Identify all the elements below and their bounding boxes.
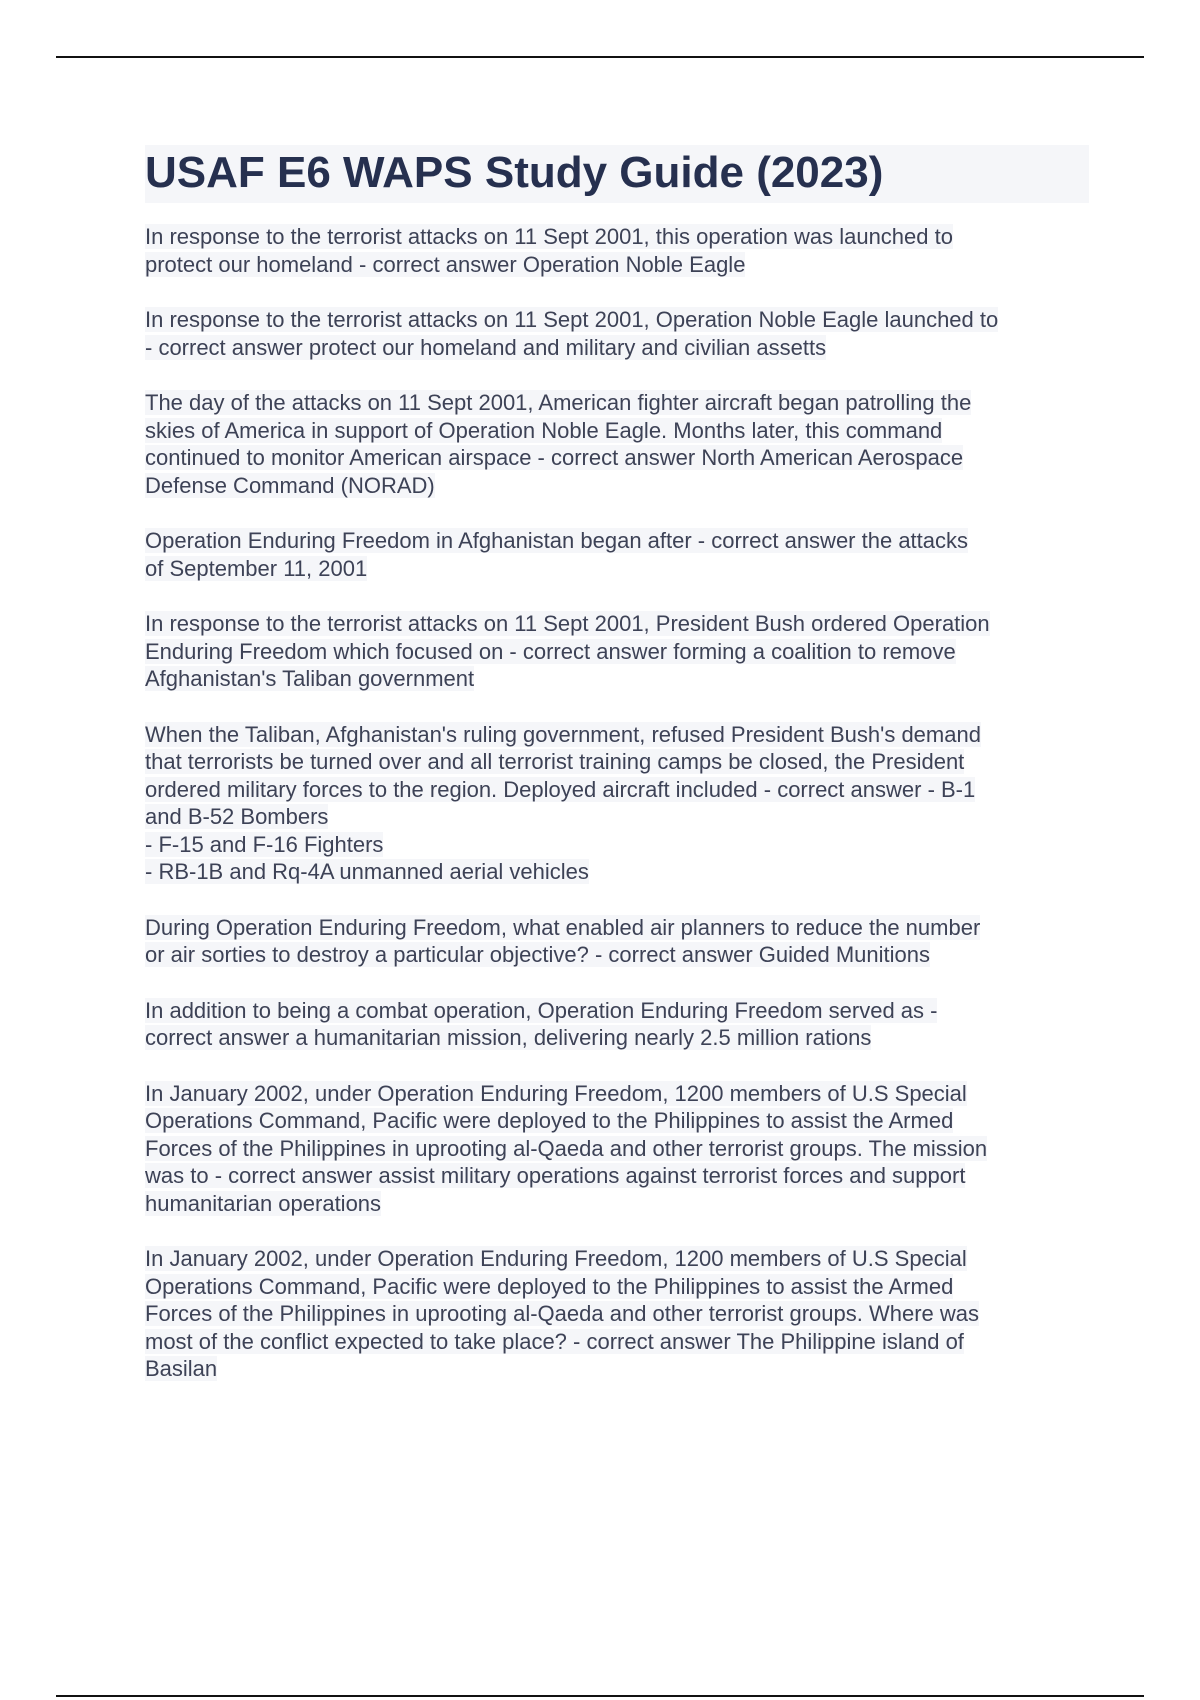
bottom-divider [56,1695,1144,1697]
qa-line-text: In January 2002, under Operation Enduring Freedom, 1200 members of U.S Special [145,1246,967,1271]
qa-line [145,1162,1089,1190]
qa-line [145,1190,1089,1218]
qa-item [145,223,1089,278]
qa-item [145,306,1089,361]
qa-item [145,997,1089,1052]
qa-line [145,527,1089,555]
qa-line [145,610,1089,638]
qa-line-text: Operations Command, Pacific were deployed to the Philippines to assist the Armed [145,1273,954,1299]
qa-item [145,527,1089,582]
qa-item [145,1080,1089,1218]
qa-line-text: In response to the terrorist attacks on 11 Sept 2001, Operation Noble Eagle launched to [145,307,999,332]
qa-line-text: continued to monitor American airspace - correct answer North American Aerospace [145,445,964,470]
qa-line-text: Afghanistan's Taliban government [145,666,475,691]
qa-line [145,914,1089,942]
qa-line-text: ordered military forces to the region. Deployed aircraft included - correct answer - B-1 [145,776,976,802]
qa-line [145,638,1089,666]
qa-line [145,665,1089,693]
qa-line-text: During Operation Enduring Freedom, what enabled air planners to reduce the number [145,914,981,940]
qa-line-text: Operations Command, Pacific were deployed to the Philippines to assist the Armed [145,1108,954,1133]
qa-list [145,223,1089,1383]
qa-line [145,1024,1089,1052]
title-band [145,145,1089,203]
qa-line [145,1273,1089,1301]
qa-line [145,1328,1089,1356]
qa-line-text: correct answer a humanitarian mission, delivering nearly 2.5 million rations [145,1025,872,1050]
qa-line-text: - RB-1B and Rq-4A unmanned aerial vehicles [145,859,589,884]
qa-line [145,776,1089,804]
top-divider [56,56,1144,58]
qa-line-text: In addition to being a combat operation, Operation Enduring Freedom served as - [145,997,938,1023]
qa-line-text: most of the conflict expected to take place? - correct answer The Philippine island of [145,1328,964,1354]
qa-line-text: Operation Enduring Freedom in Afghanistan began after - correct answer the attacks [145,528,969,553]
qa-line [145,721,1089,749]
qa-line [145,334,1089,362]
qa-line [145,997,1089,1025]
qa-line [145,831,1089,859]
qa-line [145,1355,1089,1383]
qa-line-text: In January 2002, under Operation Enduring Freedom, 1200 members of U.S Special [145,1080,967,1106]
page-title: USAF E6 WAPS Study Guide (2023) [145,148,884,197]
qa-line-text: Forces of the Philippines in uprooting al-Qaeda and other terrorist groups. The mission [145,1135,988,1161]
qa-line-text: When the Taliban, Afghanistan's ruling government, refused President Bush's demand [145,721,981,747]
qa-line [145,1245,1089,1273]
qa-line-text: - F-15 and F-16 Fighters [145,831,384,857]
qa-line [145,555,1089,583]
qa-line-text: In response to the terrorist attacks on 11 Sept 2001, President Bush ordered Operation [145,611,990,636]
qa-line-text: was to - correct answer assist military operations against terrorist forces and support [145,1163,966,1188]
qa-line [145,941,1089,969]
document-body [145,145,1089,1411]
qa-line [145,444,1089,472]
qa-line-text: In response to the terrorist attacks on 11 Sept 2001, this operation was launched to [145,224,953,249]
qa-line [145,251,1089,279]
qa-line-text: or air sorties to destroy a particular objective? - correct answer Guided Munitions [145,942,931,967]
qa-line-text: Forces of the Philippines in uprooting al-Qaeda and other terrorist groups. Where was [145,1301,979,1326]
qa-item [145,914,1089,969]
qa-line [145,1135,1089,1163]
qa-line [145,306,1089,334]
qa-line-text: that terrorists be turned over and all terrorist training camps be closed, the President [145,749,965,774]
qa-line [145,417,1089,445]
qa-item [145,721,1089,886]
qa-line-text: Enduring Freedom which focused on - correct answer forming a coalition to remove [145,638,956,664]
qa-line-text: - correct answer protect our homeland and military and civilian assetts [145,334,827,360]
qa-line-text: humanitarian operations [145,1190,382,1216]
qa-line-text: protect our homeland - correct answer Operation Noble Eagle [145,251,746,277]
qa-item [145,1245,1089,1383]
qa-line [145,223,1089,251]
qa-line [145,748,1089,776]
qa-line [145,858,1089,886]
qa-item [145,610,1089,693]
qa-line [145,472,1089,500]
qa-line [145,803,1089,831]
qa-line-text: Defense Command (NORAD) [145,472,435,498]
qa-line-text: Basilan [145,1356,218,1381]
qa-line-text: skies of America in support of Operation Noble Eagle. Months later, this command [145,417,943,443]
qa-line [145,389,1089,417]
qa-line-text: and B-52 Bombers [145,804,329,829]
qa-line [145,1300,1089,1328]
qa-line [145,1107,1089,1135]
qa-line-text: The day of the attacks on 11 Sept 2001, American fighter aircraft began patrolling the [145,390,972,415]
qa-line [145,1080,1089,1108]
qa-line-text: of September 11, 2001 [145,555,368,581]
qa-item [145,389,1089,499]
